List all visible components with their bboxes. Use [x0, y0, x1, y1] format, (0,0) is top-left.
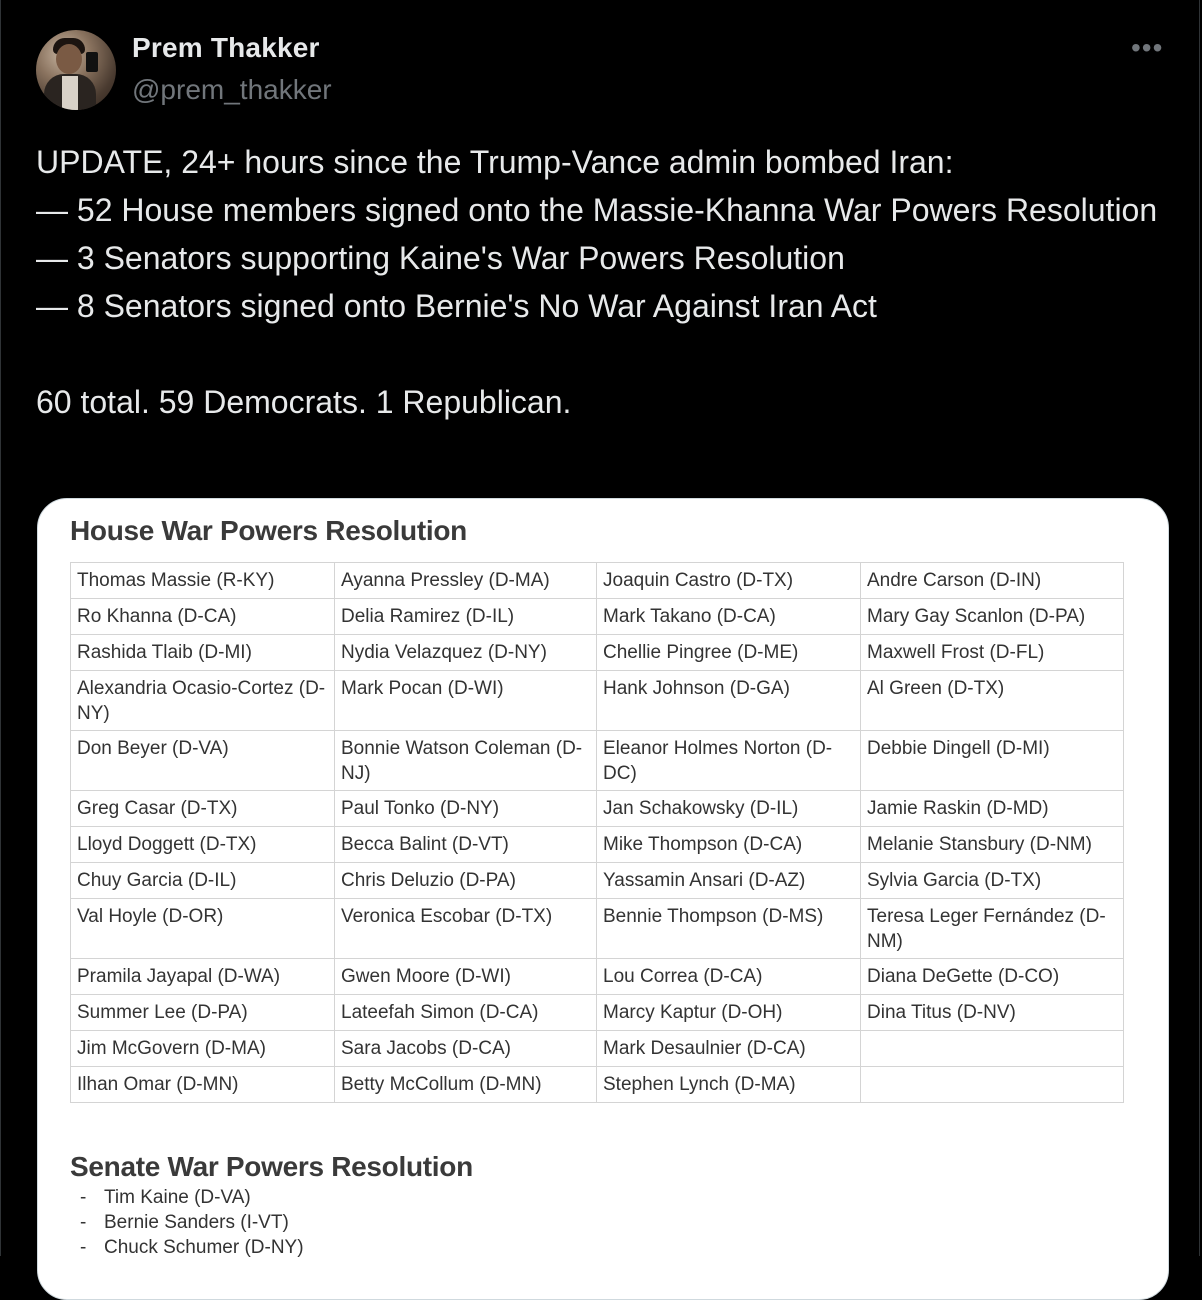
table-cell: Greg Casar (D-TX) [71, 791, 335, 827]
table-cell: Ro Khanna (D-CA) [71, 599, 335, 635]
table-cell: Ayanna Pressley (D-MA) [335, 563, 597, 599]
table-row [71, 731, 1124, 791]
table-cell: Gwen Moore (D-WI) [335, 959, 597, 995]
house-section-title: House War Powers Resolution [70, 515, 467, 546]
table-cell: Chellie Pingree (D-ME) [597, 635, 861, 671]
table-cell: Andre Carson (D-IN) [861, 563, 1124, 599]
list-bullet: - [80, 1237, 87, 1258]
table-row [71, 899, 1124, 959]
table-cell: Thomas Massie (R-KY) [71, 563, 335, 599]
table-cell: Mary Gay Scanlon (D-PA) [861, 599, 1124, 635]
table-cell: Rashida Tlaib (D-MI) [71, 635, 335, 671]
tweet-line: — 8 Senators signed onto Bernie's No War Against Iran Act [36, 288, 877, 324]
table-cell: Veronica Escobar (D-TX) [335, 899, 597, 959]
table-row [71, 599, 1124, 635]
house-members-table [70, 562, 1124, 1103]
table-row [71, 1031, 1124, 1067]
table-cell: Lou Correa (D-CA) [597, 959, 861, 995]
list-item [80, 1210, 304, 1235]
more-options-icon[interactable]: ••• [1131, 32, 1164, 63]
table-cell: Pramila Jayapal (D-WA) [71, 959, 335, 995]
senate-section-title: Senate War Powers Resolution [70, 1151, 473, 1182]
author-handle[interactable]: @prem_thakker [132, 74, 332, 105]
tweet-line: — 52 House members signed onto the Massie-Khanna War Powers Resolution [36, 192, 1158, 228]
author-avatar[interactable] [36, 30, 116, 110]
author-name[interactable]: Prem Thakker [132, 32, 320, 63]
table-row [71, 863, 1124, 899]
table-cell: Bennie Thompson (D-MS) [597, 899, 861, 959]
table-cell: Delia Ramirez (D-IL) [335, 599, 597, 635]
table-cell: Maxwell Frost (D-FL) [861, 635, 1124, 671]
table-row [71, 995, 1124, 1031]
table-cell: Alexandria Ocasio-Cortez (D-NY) [71, 671, 335, 731]
table-cell: Don Beyer (D-VA) [71, 731, 335, 791]
tweet-line: 60 total. 59 Democrats. 1 Republican. [36, 384, 572, 420]
table-cell [861, 1067, 1124, 1103]
table-cell: Jamie Raskin (D-MD) [861, 791, 1124, 827]
senator-name: Tim Kaine (D-VA) [104, 1187, 251, 1208]
table-cell [861, 1031, 1124, 1067]
list-item [80, 1235, 304, 1260]
table-cell: Melanie Stansbury (D-NM) [861, 827, 1124, 863]
table-cell: Sylvia Garcia (D-TX) [861, 863, 1124, 899]
tweet-image[interactable] [37, 498, 1169, 1300]
table-cell: Mark Takano (D-CA) [597, 599, 861, 635]
table-cell: Joaquin Castro (D-TX) [597, 563, 861, 599]
list-item [80, 1185, 304, 1210]
table-row [71, 1067, 1124, 1103]
table-cell: Al Green (D-TX) [861, 671, 1124, 731]
table-cell: Debbie Dingell (D-MI) [861, 731, 1124, 791]
table-cell: Val Hoyle (D-OR) [71, 899, 335, 959]
list-bullet: - [80, 1187, 87, 1208]
table-row [71, 635, 1124, 671]
table-row [71, 563, 1124, 599]
table-cell: Dina Titus (D-NV) [861, 995, 1124, 1031]
table-cell: Sara Jacobs (D-CA) [335, 1031, 597, 1067]
table-cell: Jim McGovern (D-MA) [71, 1031, 335, 1067]
table-cell: Summer Lee (D-PA) [71, 995, 335, 1031]
table-cell: Yassamin Ansari (D-AZ) [597, 863, 861, 899]
senator-name: Chuck Schumer (D-NY) [104, 1237, 304, 1258]
table-cell: Mike Thompson (D-CA) [597, 827, 861, 863]
table-cell: Paul Tonko (D-NY) [335, 791, 597, 827]
senate-members-list [80, 1185, 304, 1260]
table-cell: Becca Balint (D-VT) [335, 827, 597, 863]
table-row [71, 827, 1124, 863]
table-cell: Chris Deluzio (D-PA) [335, 863, 597, 899]
table-cell: Jan Schakowsky (D-IL) [597, 791, 861, 827]
table-cell: Mark Desaulnier (D-CA) [597, 1031, 861, 1067]
table-cell: Chuy Garcia (D-IL) [71, 863, 335, 899]
tweet-line: — 3 Senators supporting Kaine's War Powers Resolution [36, 240, 845, 276]
tweet-text [36, 138, 1166, 426]
table-cell: Betty McCollum (D-MN) [335, 1067, 597, 1103]
table-cell: Marcy Kaptur (D-OH) [597, 995, 861, 1031]
table-cell: Diana DeGette (D-CO) [861, 959, 1124, 995]
table-cell: Ilhan Omar (D-MN) [71, 1067, 335, 1103]
tweet-line: UPDATE, 24+ hours since the Trump-Vance admin bombed Iran: [36, 144, 954, 180]
table-row [71, 959, 1124, 995]
senator-name: Bernie Sanders (I-VT) [104, 1212, 289, 1233]
table-cell: Bonnie Watson Coleman (D-NJ) [335, 731, 597, 791]
table-row [71, 671, 1124, 731]
list-bullet: - [80, 1212, 87, 1233]
table-cell: Teresa Leger Fernández (D-NM) [861, 899, 1124, 959]
table-cell: Stephen Lynch (D-MA) [597, 1067, 861, 1103]
table-cell: Lateefah Simon (D-CA) [335, 995, 597, 1031]
table-cell: Mark Pocan (D-WI) [335, 671, 597, 731]
table-cell: Nydia Velazquez (D-NY) [335, 635, 597, 671]
table-cell: Eleanor Holmes Norton (D-DC) [597, 731, 861, 791]
table-cell: Hank Johnson (D-GA) [597, 671, 861, 731]
table-cell: Lloyd Doggett (D-TX) [71, 827, 335, 863]
table-row [71, 791, 1124, 827]
